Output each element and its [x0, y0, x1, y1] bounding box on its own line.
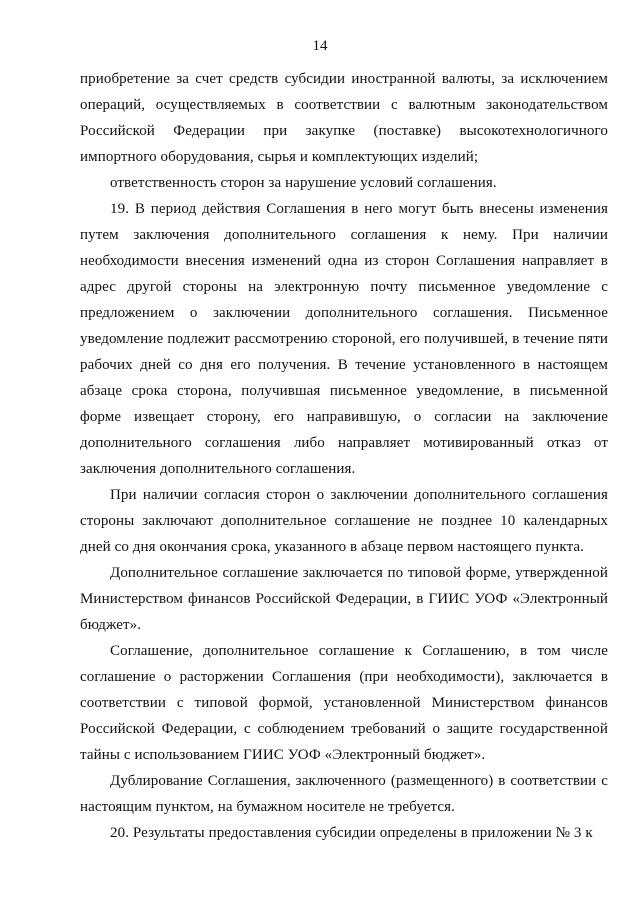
paragraph-typical-form: Дополнительное соглашение заключается по типовой форме, утвержденной Министерством финансов Российской Федерации, в ГИИС УОФ «Электронный бюджет». [80, 565, 608, 633]
page-number: 14 [312, 38, 328, 54]
paragraph-responsibility: ответственность сторон за нарушение условий соглашения. [110, 175, 497, 191]
paragraph-continuation: приобретение за счет средств субсидии иностранной валюты, за исключением операций, осуществляемых в соответствии с валютным законодательством Российской Федерации при закупке (поставке) высокотехнологичного импортного оборудования, сырья и комплектующих изделий; [80, 71, 608, 165]
paragraph-paper-duplication: Дублирование Соглашения, заключенного (размещенного) в соответствии с настоящим пунктом, на бумажном носителе не требуется. [80, 773, 608, 815]
paragraph-agreement-consent: При наличии согласия сторон о заключении дополнительного соглашения стороны заключают дополнительное соглашение не позднее 10 календарных дней со дня окончания срока, указанного в абзаце первом настоящего пункта. [80, 487, 608, 555]
document-body [80, 66, 608, 846]
paragraph-clause-19: 19. В период действия Соглашения в него могут быть внесены изменения путем заключения дополнительного соглашения к нему. При наличии необходимости внесения изменений одна из сторон Соглашения направляет в адрес другой стороны на электронную почту письменное уведомление с предложением о заключении дополнительного соглашения. Письменное уведомление подлежит рассмотрению стороной, его получившей, в течение пяти рабочих дней со дня его получения. В течение установленного в настоящем абзаце срока сторона, получившая письменное уведомление, в письменной форме извещает сторону, его направившую, о согласии на заключение дополнительного соглашения либо направляет мотивированный отказ от заключения дополнительного соглашения. [80, 201, 608, 477]
paragraph-agreement-conclusion: Соглашение, дополнительное соглашение к Соглашению, в том числе соглашение о расторжении Соглашения (при необходимости), заключается в соответствии с типовой формой, установленной Министерством финансов Российской Федерации, с соблюдением требований о защите государственной тайны с использованием ГИИС УОФ «Электронный бюджет». [80, 643, 608, 763]
paragraph-clause-20: 20. Результаты предоставления субсидии определены в приложении № 3 к [110, 825, 593, 841]
